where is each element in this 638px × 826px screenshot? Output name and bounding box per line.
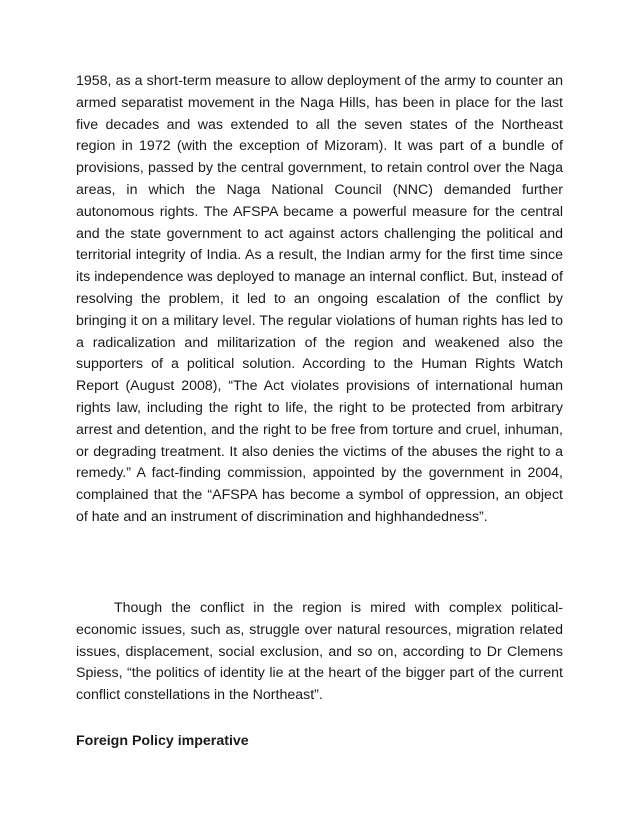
body-paragraph: Though the conflict in the region is mired with complex political-economic issues, such as, struggle over natural resources, migration related issues, displacement, social exclusion, and so on, according to Dr Clemens Spiess, “the politics of identity lie at the heart of the bigger part of the current conflict constellations in the Northeast”.: [76, 600, 563, 704]
section-heading: Foreign Policy imperative: [76, 733, 249, 749]
body-paragraph: 1958, as a short-term measure to allow deployment of the army to counter an armed separatist movement in the Naga Hills, has been in place for the last five decades and was extended to all the seven states of the Northeast region in 1972 (with the exception of Mizoram). It was part of a bundle of provisions, passed by the central government, to retain control over the Naga areas, in which the Naga National Council (NNC) demanded further autonomous rights. The AFSPA became a powerful measure for the central and the state government to act against actors challenging the political and territorial integrity of India. As a result, the Indian army for the first time since its independence was deployed to manage an internal conflict. But, instead of resolving the problem, it led to an ongoing escalation of the conflict by bringing it on a military level. The regular violations of human rights has led to a radicalization and militarization of the region and weakened also the supporters of a political solution. According to the Human Rights Watch Report (August 2008), “The Act violates provisions of international human rights law, including the right to life, the right to be protected from arbitrary arrest and detention, and the right to be free from torture and cruel, inhuman, or degrading treatment. It also denies the victims of the abuses the right to a remedy.” A fact-finding commission, appointed by the government in 2004, complained that the “AFSPA has become a symbol of oppression, an object of hate and an instrument of discrimination and highhandedness”.: [76, 73, 563, 525]
